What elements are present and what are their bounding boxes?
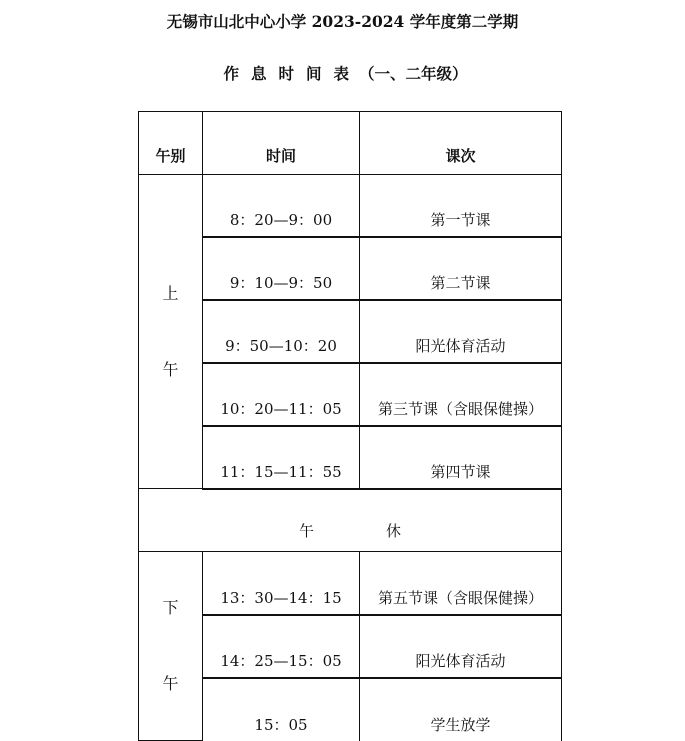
lesson-cell: 阳光体育活动 [360, 615, 562, 678]
table-row [139, 174, 562, 237]
time-cell: 14：25—15：05 [203, 615, 360, 678]
noon-break-row [139, 489, 562, 552]
table-row [139, 237, 562, 300]
schedule-table [138, 111, 562, 741]
column-header-lesson: 课次 [360, 112, 562, 175]
table-row [139, 552, 562, 615]
noon-break-char: 午 [298, 522, 314, 541]
time-cell: 9：50—10：20 [203, 300, 360, 363]
afternoon-label-char: 午 [162, 674, 179, 694]
lesson-cell: 第五节课（含眼保健操） [360, 552, 562, 615]
table-header-row [139, 112, 562, 175]
subtitle-char: 作 [223, 64, 239, 83]
morning-label-char: 午 [162, 359, 179, 379]
lesson-cell: 第二节课 [360, 237, 562, 300]
subtitle-suffix: （一、二年级） [359, 64, 468, 83]
lesson-cell: 阳光体育活动 [360, 300, 562, 363]
noon-break-cell [139, 489, 562, 552]
column-header-time: 时间 [203, 112, 360, 175]
table-row [139, 615, 562, 678]
lesson-cell: 第四节课 [360, 426, 562, 489]
time-cell: 15：05 [203, 678, 360, 741]
time-cell: 8：20—9：00 [203, 174, 360, 237]
afternoon-label-char: 下 [162, 598, 179, 618]
subtitle-char: 息 [250, 64, 267, 83]
subtitle-char: 表 [333, 64, 350, 83]
page-subtitle [0, 62, 685, 84]
column-header-period: 午别 [139, 112, 203, 175]
afternoon-label [139, 552, 203, 741]
time-cell: 9：10—9：50 [203, 237, 360, 300]
lesson-cell: 第一节课 [360, 174, 562, 237]
morning-label [139, 174, 203, 488]
subtitle-char: 时 [278, 64, 294, 83]
time-cell: 11：15—11：55 [203, 426, 360, 489]
time-cell: 13：30—14：15 [203, 552, 360, 615]
table-row [139, 678, 562, 741]
lesson-cell: 第三节课（含眼保健操） [360, 363, 562, 426]
subtitle-char: 间 [306, 64, 322, 83]
morning-label-char: 上 [162, 283, 179, 303]
noon-break-char: 休 [386, 522, 402, 541]
time-cell: 10：20—11：05 [203, 363, 360, 426]
table-row [139, 300, 562, 363]
lesson-cell: 学生放学 [360, 678, 562, 741]
table-row [139, 363, 562, 426]
page-title: 无锡市山北中心小学 2023-2024 学年度第二学期 [166, 12, 519, 31]
table-row [139, 426, 562, 489]
